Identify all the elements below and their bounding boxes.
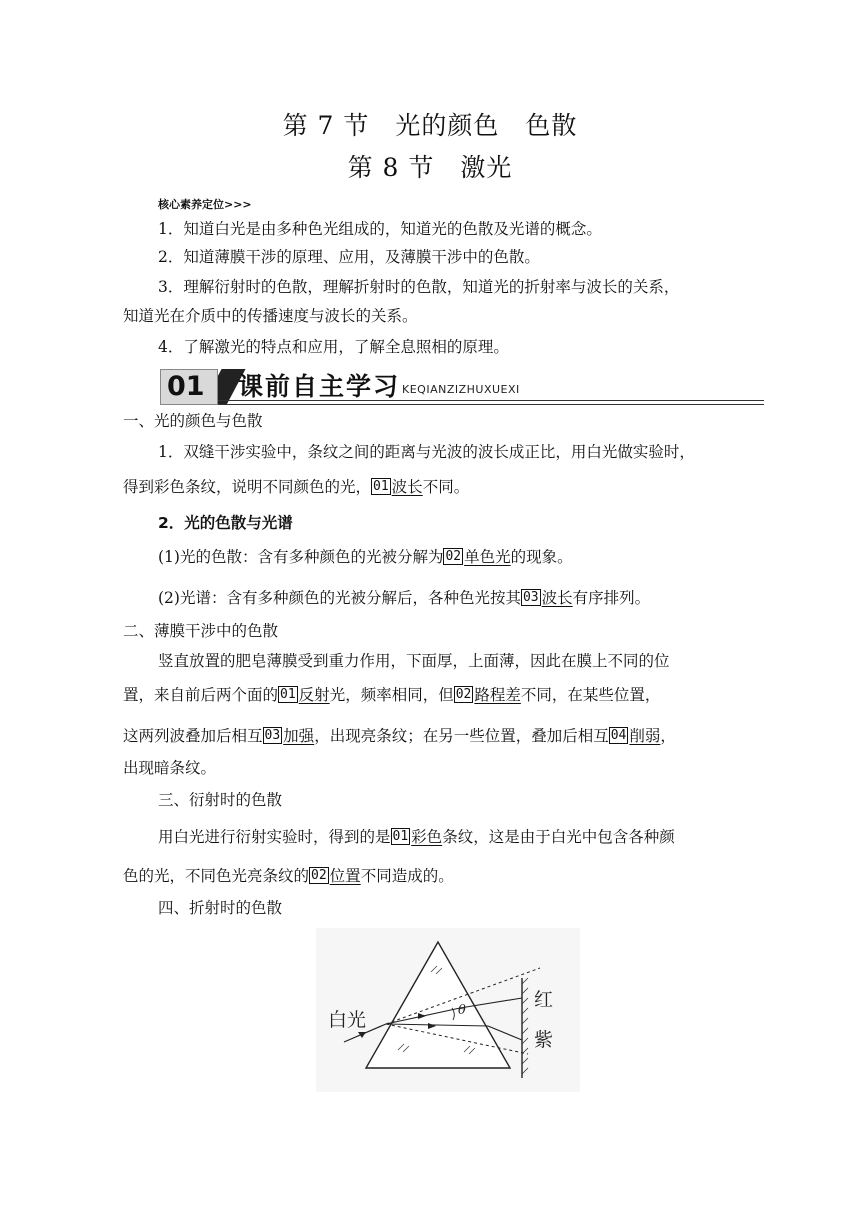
answer-blank — [609, 727, 661, 745]
blank-answer: 单色光 — [464, 548, 511, 566]
blank-number: 02 — [445, 549, 462, 564]
text: 的现象。 — [510, 548, 573, 566]
text: 有序排列。 — [572, 589, 651, 607]
s1-sub2a — [158, 546, 573, 568]
text: ，出现亮条纹；在另一些位置，叠加后相互 — [314, 727, 609, 745]
text: 用白光进行衍射实验时，得到的是 — [158, 828, 391, 846]
blank-answer: 路程差 — [474, 686, 521, 704]
s2-line4: 出现暗条纹。 — [123, 759, 217, 777]
blank-answer: 反射 — [298, 686, 330, 704]
blank-number: 02 — [455, 687, 472, 702]
banner-number: 01 — [160, 369, 218, 405]
answer-blank — [521, 589, 573, 607]
blank-answer: 加强 — [283, 727, 315, 745]
title-line-2: 第 8 节 激光 — [347, 153, 513, 182]
label-theta: θ — [458, 1003, 466, 1018]
answer-blank — [443, 548, 510, 566]
blank-answer: 削弱 — [629, 727, 661, 745]
core-literacy-tag: 核心素养定位>>> — [158, 198, 252, 211]
text: 不同。 — [422, 478, 470, 496]
answer-blank — [309, 867, 361, 885]
objective-1: 1．知道白光是由多种色光组成的，知道光的色散及光谱的概念。 — [158, 220, 602, 238]
blank-number: 01 — [280, 687, 296, 702]
text: 不同，在某些位置， — [520, 686, 661, 704]
blank-answer: 波长 — [391, 478, 423, 496]
blank-number: 04 — [610, 728, 627, 743]
banner-rule — [218, 400, 764, 401]
section-banner — [160, 369, 764, 407]
text: 得到彩色条纹，说明不同颜色的光， — [123, 478, 372, 496]
text: (1)光的色散：含有多种颜色的光被分解为 — [158, 548, 444, 566]
s1-sub2b — [158, 587, 650, 609]
s1-sub2-heading: 2．光的色散与光谱 — [158, 514, 293, 532]
s1-p1-line1: 1．双缝干涉实验中，条纹之间的距离与光波的波长成正比，用白光做实验时， — [158, 443, 695, 461]
s2-line3 — [123, 725, 676, 747]
section2-heading: 二、薄膜干涉中的色散 — [123, 622, 279, 640]
objective-2: 2．知道薄膜干涉的原理、应用，及薄膜干涉中的色散。 — [158, 248, 540, 266]
text: 条纹，这是由于白光中包含各种颜 — [442, 828, 675, 846]
blank-number: 01 — [392, 829, 409, 844]
s2-line2 — [123, 684, 660, 706]
blank-answer: 波长 — [541, 589, 573, 607]
section1-heading: 一、光的颜色与色散 — [123, 412, 263, 430]
blank-number: 02 — [311, 868, 327, 883]
section4-heading: 四、折射时的色散 — [158, 899, 283, 917]
label-violet: 紫 — [534, 1029, 554, 1051]
answer-blank — [454, 686, 521, 704]
blank-number: 03 — [522, 590, 539, 605]
objective-3: 3．理解衍射时的色散，理解折射时的色散，知道光的折射率与波长的关系， — [158, 278, 680, 296]
text: ， — [660, 727, 676, 745]
text: 这两列波叠加后相互 — [123, 727, 263, 745]
s1-p1-line2 — [123, 476, 469, 498]
answer-blank — [391, 828, 443, 846]
s2-line1: 竖直放置的肥皂薄膜受到重力作用，下面厚，上面薄，因此在膜上不同的位 — [158, 652, 670, 670]
text: 光，频率相同，但 — [329, 686, 454, 704]
s3-line1 — [158, 826, 675, 848]
s3-line2 — [123, 865, 454, 887]
blank-answer: 位置 — [329, 867, 361, 885]
prism-dispersion-diagram — [316, 928, 580, 1092]
blank-number: 03 — [264, 728, 281, 743]
text: 不同造成的。 — [360, 867, 454, 885]
answer-blank — [263, 727, 315, 745]
banner-rule-thin — [218, 404, 764, 405]
objective-4: 4．了解激光的特点和应用，了解全息照相的原理。 — [158, 338, 509, 356]
text: (2)光谱：含有多种颜色的光被分解后，各种色光按其 — [158, 589, 521, 607]
objective-3-cont: 知道光在介质中的传播速度与波长的关系。 — [123, 307, 418, 325]
answer-blank — [371, 478, 423, 496]
label-white-light: 白光 — [328, 1009, 367, 1031]
text: 色的光，不同色光亮条纹的 — [123, 867, 310, 885]
blank-answer: 彩色 — [411, 828, 443, 846]
blank-number: 01 — [373, 479, 389, 494]
title-line-1: 第 7 节 光的颜色 色散 — [282, 111, 578, 140]
banner-title: 课前自主学习 — [238, 372, 401, 401]
section3-heading: 三、衍射时的色散 — [158, 791, 283, 809]
banner-subtitle: KEQIANZIZHUXUEXI — [402, 383, 520, 396]
label-red: 红 — [534, 989, 554, 1011]
answer-blank — [278, 686, 330, 704]
text: 置，来自前后两个面的 — [123, 686, 279, 704]
